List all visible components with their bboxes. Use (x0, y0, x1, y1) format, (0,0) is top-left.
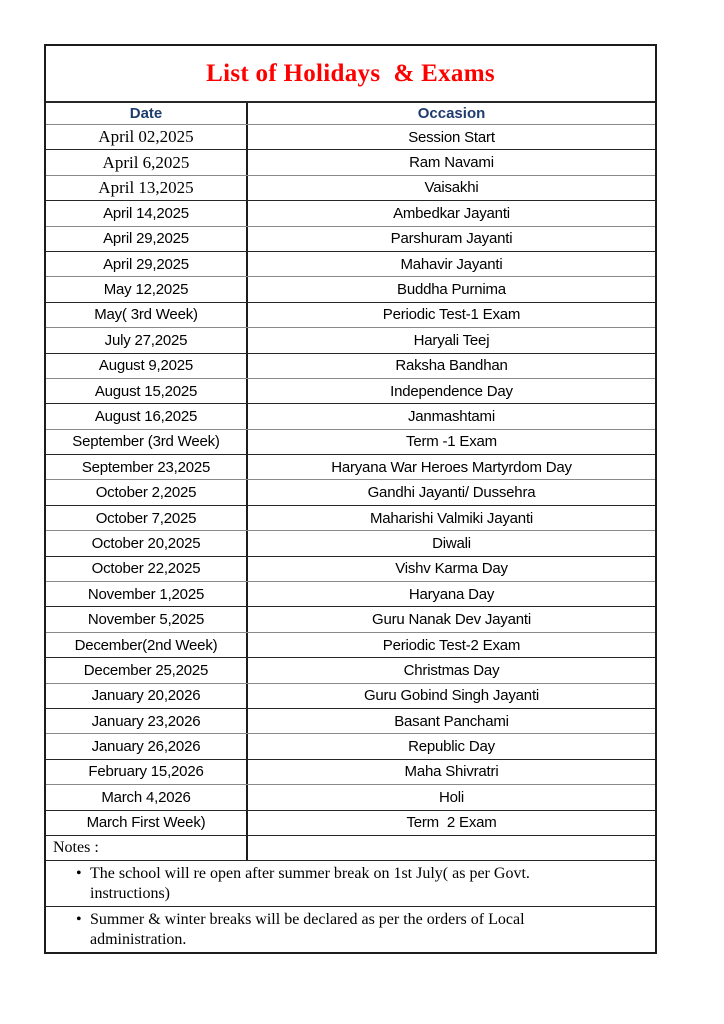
date-cell (46, 201, 248, 225)
table-row (46, 683, 655, 708)
table-header-row (46, 103, 655, 124)
table-row (46, 657, 655, 682)
table-row (46, 251, 655, 276)
occasion-cell (248, 201, 655, 225)
table-row (46, 454, 655, 479)
occasion-value: Diwali (432, 534, 471, 552)
occasion-value: Maharishi Valmiki Jayanti (369, 509, 534, 527)
table-row (46, 200, 655, 225)
date-value: April 6,2025 (102, 152, 190, 172)
date-value: April 29,2025 (103, 230, 189, 248)
occasion-cell (248, 455, 655, 479)
date-value: March 4,2026 (101, 788, 191, 806)
date-value: October 2,2025 (95, 484, 197, 502)
date-value: August 15,2025 (94, 382, 198, 400)
bullet-icon: • (76, 911, 82, 929)
table-row (46, 530, 655, 555)
occasion-cell (248, 811, 655, 835)
occasion-cell (248, 734, 655, 758)
date-value: November 5,2025 (87, 611, 205, 629)
date-value: April 29,2025 (103, 255, 189, 273)
table-row (46, 556, 655, 581)
table-row (46, 479, 655, 504)
occasion-cell (248, 760, 655, 784)
table-rows (46, 124, 655, 835)
table-row (46, 581, 655, 606)
note-row-breaks (46, 906, 655, 952)
date-cell (46, 354, 248, 378)
date-value: August 9,2025 (98, 357, 194, 375)
date-cell (46, 150, 248, 174)
date-value: September 23,2025 (81, 458, 211, 476)
date-cell (46, 227, 248, 251)
notes-label-cell (46, 836, 248, 860)
date-cell (46, 176, 248, 200)
occasion-cell (248, 506, 655, 530)
occasion-cell (248, 531, 655, 555)
occasion-value: Guru Gobind Singh Jayanti (363, 687, 540, 705)
occasion-value: Ram Navami (409, 154, 494, 172)
occasion-cell (248, 328, 655, 352)
date-cell (46, 709, 248, 733)
table-row (46, 226, 655, 251)
date-value: April 14,2025 (103, 204, 189, 222)
table-row (46, 327, 655, 352)
occasion-value: Vishv Karma Day (395, 560, 508, 578)
date-value: October 22,2025 (91, 560, 201, 578)
bullet-icon: • (76, 865, 82, 883)
date-cell (46, 252, 248, 276)
table-row (46, 149, 655, 174)
table-title-row (46, 46, 655, 103)
date-value: November 1,2025 (87, 585, 205, 603)
occasion-cell (248, 480, 655, 504)
table-row (46, 429, 655, 454)
table-row (46, 784, 655, 809)
occasion-value: Term -1 Exam (406, 433, 497, 451)
table-row (46, 759, 655, 784)
column-header-date-cell (46, 103, 248, 124)
date-cell (46, 684, 248, 708)
notes-label: Notes : (53, 839, 99, 857)
date-cell (46, 404, 248, 428)
occasion-cell (248, 430, 655, 454)
table-row (46, 708, 655, 733)
table-row (46, 505, 655, 530)
occasion-cell (248, 404, 655, 428)
date-cell (46, 303, 248, 327)
date-cell (46, 480, 248, 504)
page-title: List of Holidays & Exams (206, 59, 495, 87)
occasion-cell (248, 252, 655, 276)
date-value: April 13,2025 (98, 177, 194, 197)
table-row (46, 606, 655, 631)
occasion-value: Independence Day (390, 382, 513, 400)
occasion-value: Term 2 Exam (406, 814, 497, 832)
date-cell (46, 582, 248, 606)
date-value: May( 3rd Week) (94, 306, 198, 324)
notes-empty-cell (248, 836, 655, 860)
date-value: October 7,2025 (95, 509, 197, 527)
table-row (46, 175, 655, 200)
date-cell (46, 760, 248, 784)
occasion-cell (248, 658, 655, 682)
occasion-cell (248, 354, 655, 378)
occasion-value: Buddha Purnima (397, 281, 506, 299)
occasion-value: Ambedkar Jayanti (393, 204, 510, 222)
column-header-occasion: Occasion (417, 105, 486, 122)
table-row (46, 810, 655, 835)
occasion-value: Haryali Teej (413, 331, 490, 349)
table-row (46, 353, 655, 378)
date-value: July 27,2025 (104, 331, 188, 349)
occasion-cell (248, 277, 655, 301)
occasion-value: Raksha Bandhan (395, 357, 508, 375)
date-value: August 16,2025 (94, 407, 198, 425)
occasion-cell (248, 684, 655, 708)
date-value: January 23,2026 (91, 712, 201, 730)
occasion-cell (248, 303, 655, 327)
occasion-cell (248, 379, 655, 403)
occasion-value: Maha Shivratri (404, 763, 499, 781)
date-value: December 25,2025 (83, 661, 209, 679)
note-text-breaks: Summer & winter breaks will be declared as per the orders of Local administration. (90, 911, 529, 949)
date-cell (46, 430, 248, 454)
table-row (46, 378, 655, 403)
occasion-value: Vaisakhi (424, 179, 479, 197)
table-row (46, 124, 655, 149)
occasion-value: Haryana War Heroes Martyrdom Day (331, 458, 572, 476)
table-row (46, 733, 655, 758)
date-cell (46, 633, 248, 657)
holidays-exams-table (44, 44, 657, 954)
date-value: May 12,2025 (103, 281, 189, 299)
date-value: January 26,2026 (91, 738, 201, 756)
date-value: March First Week) (86, 814, 206, 832)
occasion-value: Guru Nanak Dev Jayanti (371, 611, 531, 629)
date-cell (46, 557, 248, 581)
occasion-value: Mahavir Jayanti (400, 255, 503, 273)
date-cell (46, 607, 248, 631)
date-value: December(2nd Week) (74, 636, 218, 654)
date-value: April 02,2025 (98, 127, 194, 147)
occasion-cell (248, 557, 655, 581)
occasion-cell (248, 709, 655, 733)
note-row-reopen (46, 860, 655, 906)
table-row (46, 632, 655, 657)
date-value: October 20,2025 (91, 534, 201, 552)
table-row (46, 403, 655, 428)
occasion-value: Periodic Test-1 Exam (382, 306, 521, 324)
date-cell (46, 531, 248, 555)
column-header-date: Date (129, 105, 163, 122)
date-cell (46, 379, 248, 403)
date-cell (46, 734, 248, 758)
date-cell (46, 811, 248, 835)
date-cell (46, 785, 248, 809)
column-header-occasion-cell (248, 103, 655, 124)
date-cell (46, 277, 248, 301)
notes-label-row (46, 835, 655, 860)
occasion-cell (248, 633, 655, 657)
date-cell (46, 328, 248, 352)
occasion-cell (248, 227, 655, 251)
occasion-value: Parshuram Jayanti (390, 230, 513, 248)
occasion-value: Gandhi Jayanti/ Dussehra (367, 484, 536, 502)
date-cell (46, 506, 248, 530)
occasion-value: Session Start (408, 128, 495, 146)
table-row (46, 302, 655, 327)
occasion-value: Republic Day (408, 738, 495, 756)
note-text-reopen: The school will re open after summer break on 1st July( as per Govt. instructions) (90, 865, 534, 903)
occasion-cell (248, 785, 655, 809)
date-cell (46, 455, 248, 479)
occasion-value: Holi (438, 788, 465, 806)
occasion-value: Basant Panchami (394, 712, 509, 730)
occasion-cell (248, 150, 655, 174)
occasion-value: Christmas Day (403, 661, 500, 679)
table-row (46, 276, 655, 301)
occasion-value: Janmashtami (407, 407, 495, 425)
date-cell (46, 125, 248, 149)
date-cell (46, 658, 248, 682)
occasion-cell (248, 125, 655, 149)
date-value: January 20,2026 (91, 687, 201, 705)
occasion-value: Haryana Day (408, 585, 495, 603)
occasion-value: Periodic Test-2 Exam (382, 636, 521, 654)
occasion-cell (248, 607, 655, 631)
occasion-cell (248, 582, 655, 606)
occasion-cell (248, 176, 655, 200)
date-value: September (3rd Week) (72, 433, 220, 451)
date-value: February 15,2026 (88, 763, 204, 781)
